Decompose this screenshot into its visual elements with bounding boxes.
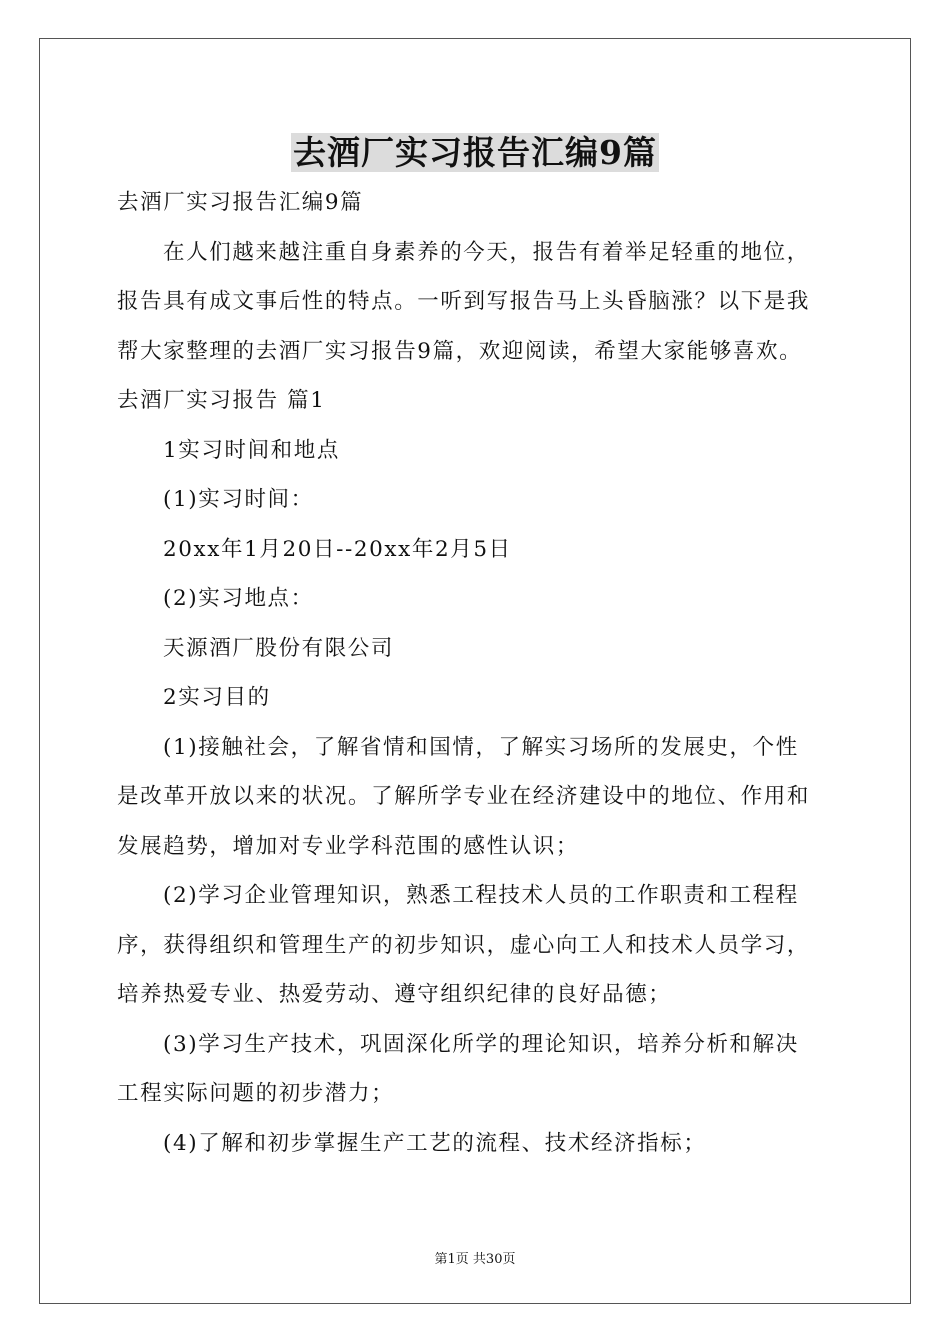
text-line: 工程实际问题的初步潜力； [117,1081,395,1106]
text-line: 培养热爱专业、热爱劳动、遵守组织纪律的良好品德； [117,982,672,1007]
text-line: 发展趋势，增加对专业学科范围的感性认识； [117,833,580,859]
page-footer: 第1页 共30页 [434,1252,516,1267]
text-line: 帮大家整理的去酒厂实习报告9篇，欢迎阅读，希望大家能够喜欢。 [117,338,803,364]
text-line: 1实习时间和地点 [163,437,340,463]
text-line: 天源酒厂股份有限公司 [163,635,395,661]
text-line: (1)实习时间： [163,487,314,512]
document-title [0,127,950,174]
text-line: 20xx年1月20日--20xx年2月5日 [163,536,512,562]
text-line: (4)了解和初步掌握生产工艺的流程、技术经济指标； [163,1130,707,1156]
text-line: 报告具有成文事后性的特点。一听到写报告马上头昏脑涨？以下是我 [117,289,811,314]
text-line: 2实习目的 [163,685,271,710]
text-line: (2)学习企业管理知识，熟悉工程技术人员的工作职责和工程程 [163,883,799,908]
text-line: (3)学习生产技术，巩固深化所学的理论知识，培养分析和解决 [163,1031,799,1057]
document-body [117,178,837,1168]
text-line: 是改革开放以来的状况。了解所学专业在经济建设中的地位、作用和 [117,784,811,809]
text-line: 去酒厂实习报告汇编9篇 [117,190,364,215]
text-line: 去酒厂实习报告 篇1 [117,388,326,413]
text-line: (1)接触社会，了解省情和国情，了解实习场所的发展史，个性 [163,734,799,760]
text-line: (2)实习地点： [163,586,314,611]
document-title-text: 去酒厂实习报告汇编9篇 [293,133,657,172]
text-line: 序，获得组织和管理生产的初步知识，虚心向工人和技术人员学习， [117,932,811,958]
text-line: 在人们越来越注重自身素养的今天，报告有着举足轻重的地位， [163,239,810,265]
